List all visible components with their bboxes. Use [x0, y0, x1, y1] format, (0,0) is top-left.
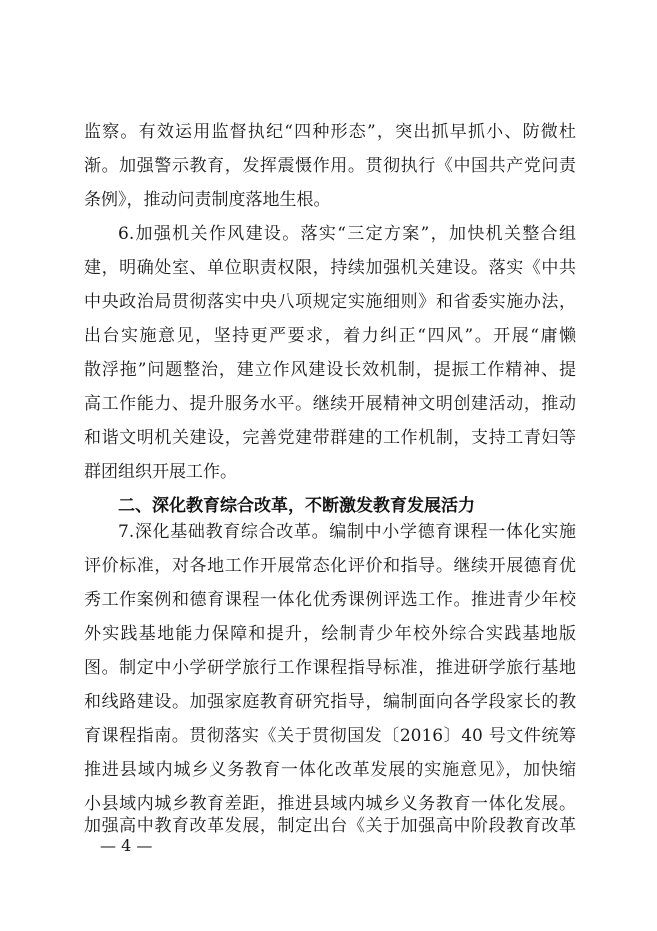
- paragraph-3-line-1: 7.深化基础教育综合改革。编制中小学德育课程一体化实施: [118, 522, 576, 542]
- paragraph-3-line-5: 图。制定中小学研学旅行工作课程指导标准，推进研学旅行基地: [84, 658, 576, 678]
- section-heading: 二、深化教育综合改革，不断激发教育发展活力: [118, 496, 475, 516]
- paragraph-1-line-1: 监察。有效运用监督执纪“四种形态”，突出抓早抓小、防微杜: [84, 122, 576, 142]
- paragraph-1-line-3: 条例》，推动问责制度落地生根。: [84, 190, 331, 210]
- paragraph-2-line-2: 建，明确处室、单位职责权限，持续加强机关建设。落实《中共: [84, 258, 576, 278]
- paragraph-2-line-7: 和谐文明机关建设，完善党建带群建的工作机制，支持工青妇等: [84, 428, 576, 448]
- paragraph-3-line-2: 评价标准，对各地工作开展常态化评价和指导。继续开展德育优: [84, 556, 576, 576]
- paragraph-3-line-4: 外实践基地能力保障和提升，绘制青少年校外综合实践基地版: [84, 624, 576, 644]
- paragraph-3-line-9: 小县域内城乡教育差距，推进县域内城乡义务教育一体化发展。: [84, 794, 576, 814]
- paragraph-2-line-3: 中央政治局贯彻落实中央八项规定实施细则》和省委实施办法，: [84, 292, 576, 312]
- paragraph-2-line-8: 群团组织开展工作。: [84, 462, 237, 482]
- paragraph-3-line-10: 加强高中教育改革发展，制定出台《关于加强高中阶段教育改革: [84, 816, 576, 836]
- paragraph-2-line-4: 出台实施意见，坚持更严要求，着力纠正“四风”。开展“庸懒: [84, 326, 576, 346]
- paragraph-1-line-2: 渐。加强警示教育，发挥震慑作用。贯彻执行《中国共产党问责: [84, 156, 576, 176]
- paragraph-2-line-5: 散浮拖”问题整治，建立作风建设长效机制，提振工作精神、提: [84, 360, 576, 380]
- paragraph-3-line-8: 推进县域内城乡义务教育一体化改革发展的实施意见》，加快缩: [84, 760, 576, 780]
- paragraph-3-line-6: 和线路建设。加强家庭教育研究指导，编制面向各学段家长的教: [84, 692, 576, 712]
- paragraph-2-line-6: 高工作能力、提升服务水平。继续开展精神文明创建活动，推动: [84, 394, 576, 414]
- paragraph-3-line-3: 秀工作案例和德育课程一体化优秀课例评选工作。推进青少年校: [84, 590, 576, 610]
- paragraph-2-line-1: 6.加强机关作风建设。落实“三定方案”，加快机关整合组: [118, 224, 576, 244]
- paragraph-3-line-7: 育课程指南。贯彻落实《关于贯彻国发〔2016〕40 号文件统筹: [84, 726, 576, 746]
- page-number: — 4 —: [100, 836, 153, 855]
